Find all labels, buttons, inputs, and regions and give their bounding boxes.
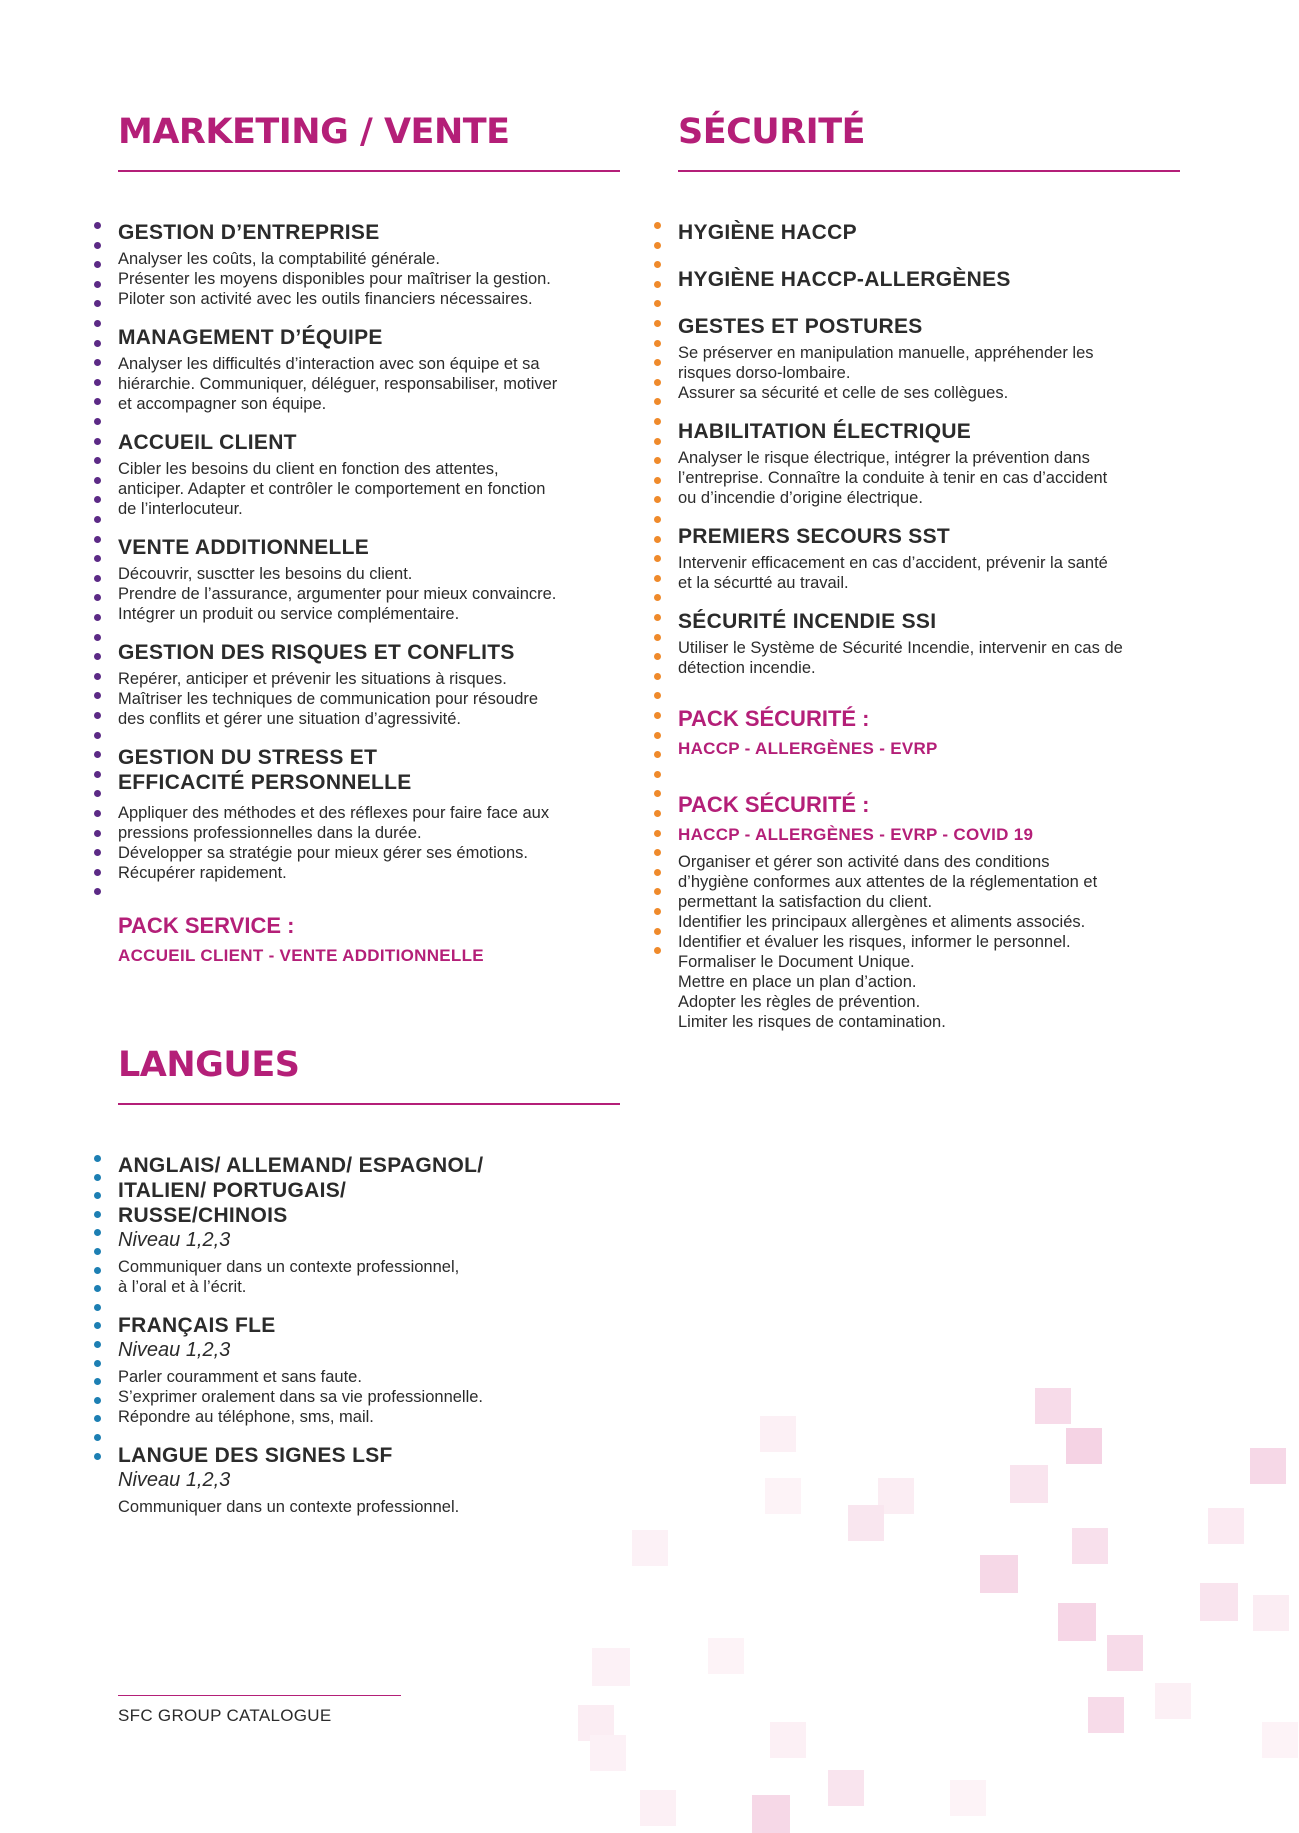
bullet-dot [654,928,661,935]
body-line: et la sécurtté au travail. [678,574,849,592]
decorative-square [950,1780,986,1816]
item-body [678,553,1180,593]
decorative-square [592,1648,630,1686]
securite-title: SÉCURITÉ [678,112,865,152]
bullet-dot [94,771,101,778]
body-line: Appliquer des méthodes et des réflexes pour faire face aux [118,804,550,822]
bullet-dot [94,653,101,660]
item-title [118,1153,620,1228]
body-line: Adopter les règles de prévention. [678,993,921,1011]
list-item [678,419,1180,508]
bullet-dot [94,1285,101,1292]
decorative-square [1208,1508,1244,1544]
item-title: GESTION DES RISQUES ET CONFLITS [118,641,515,664]
langues-section [118,1045,620,1533]
bullet-dot [94,888,101,895]
list-item [118,430,620,519]
bullet-dot [654,908,661,915]
decorative-square [708,1638,744,1674]
decorative-square [1200,1583,1238,1621]
bullet-dot [94,810,101,817]
bullet-dot [654,712,661,719]
list-item [118,1443,620,1517]
decorative-square [590,1735,626,1771]
bullet-dot [94,1453,101,1460]
marketing-rule [118,170,620,172]
bullet-dot [94,1378,101,1385]
bullet-dot [94,320,101,327]
bullet-dot [654,359,661,366]
item-title: GESTION D’ENTREPRISE [118,221,380,244]
bullet-dot [94,634,101,641]
bullet-dot [654,242,661,249]
decorative-square [1072,1528,1108,1564]
pack-title: PACK SERVICE : [118,913,295,938]
list-item [118,220,620,309]
body-line: Prendre de l’assurance, argumenter pour mieux convaincre. [118,585,557,603]
item-title: HYGIÈNE HACCP [678,221,857,244]
bullet-dot [94,536,101,543]
decorative-square [765,1478,801,1514]
securite-rule [678,170,1180,172]
item-title [118,745,620,795]
body-line: Communiquer dans un contexte professionnel, [118,1258,460,1276]
decorative-square [1262,1722,1298,1758]
body-line: risques dorso-lombaire. [678,364,851,382]
decorative-square [828,1770,864,1806]
body-line: Se préserver en manipulation manuelle, appréhender les [678,344,1094,362]
bullet-dot [654,340,661,347]
bullet-dot [94,340,101,347]
list-item [118,640,620,729]
bullet-dot [94,849,101,856]
pack-securite-2 [678,792,1180,1032]
bullet-dot [654,516,661,523]
item-title: VENTE ADDITIONNELLE [118,536,370,559]
bullet-dot [654,418,661,425]
decorative-square [640,1790,676,1826]
footer-text: SFC GROUP CATALOGUE [118,1706,332,1725]
body-line: Organiser et gérer son activité dans des conditions [678,853,1050,871]
list-item [678,220,1180,245]
body-line: d’hygiène conformes aux attentes de la réglementation et [678,873,1098,891]
decorative-square [1088,1697,1124,1733]
bullet-dot [94,712,101,719]
item-body [678,638,1180,678]
bullet-dot [94,300,101,307]
securite-section [678,112,1180,1032]
langues-list [118,1153,620,1517]
decorative-square [1107,1635,1143,1671]
body-line: Communiquer dans un contexte professionnel. [118,1498,460,1516]
decorative-square [760,1416,796,1452]
decorative-square [632,1530,668,1566]
bullet-dot [94,1397,101,1404]
bullet-dot [654,320,661,327]
list-item [678,524,1180,593]
bullet-dot [94,692,101,699]
bullet-dot [94,830,101,837]
securite-list [678,220,1180,1032]
langues-title: LANGUES [118,1045,300,1085]
body-line: Répondre au téléphone, sms, mail. [118,1408,374,1426]
bullet-dot [94,1211,101,1218]
decorative-square [1250,1448,1286,1484]
decorative-square [1155,1683,1191,1719]
item-title: SÉCURITÉ INCENDIE SSI [678,610,937,633]
bullet-dot [94,398,101,405]
item-level: Niveau 1,2,3 [118,1229,231,1251]
bullet-dot [654,947,661,954]
body-line: Repérer, anticiper et prévenir les situations à risques. [118,670,507,688]
bullet-dot [94,477,101,484]
bullet-dot [94,614,101,621]
body-line: Limiter les risques de contamination. [678,1013,946,1031]
bullet-dot [654,751,661,758]
list-item [118,1313,620,1427]
item-body [118,803,620,883]
bullet-dot [654,614,661,621]
pack-title: PACK SÉCURITÉ : [678,792,870,817]
item-body [678,448,1180,508]
item-title: LANGUE DES SIGNES LSF [118,1444,393,1467]
title-line: ITALIEN/ PORTUGAIS/ [118,1179,347,1202]
bullet-dot [94,1155,101,1162]
item-body [118,249,620,309]
decorative-square [1253,1595,1289,1631]
bullet-dot [654,692,661,699]
pack-subtitle: ACCUEIL CLIENT - VENTE ADDITIONNELLE [118,946,484,965]
body-line: Mettre en place un plan d’action. [678,973,917,991]
decorative-square [980,1555,1018,1593]
pack-title: PACK SÉCURITÉ : [678,706,870,731]
decorative-square [848,1505,884,1541]
bullet-dot [654,477,661,484]
bullet-dot [654,261,661,268]
bullet-dot [654,790,661,797]
pack-service [118,913,620,967]
bullet-dot [654,222,661,229]
footer-rule [118,1695,401,1696]
bullet-dot [654,457,661,464]
list-item [118,535,620,624]
list-item [118,325,620,414]
body-line: pressions professionnelles dans la durée. [118,824,422,842]
bullet-dot [94,1267,101,1274]
bullet-dot [654,300,661,307]
body-line: Développer sa stratégie pour mieux gérer ses émotions. [118,844,528,862]
bullet-dot [94,1434,101,1441]
item-title: HYGIÈNE HACCP-ALLERGÈNES [678,268,1011,291]
bullet-dot [94,1192,101,1199]
bullet-dot [94,222,101,229]
bullet-dot [94,790,101,797]
bullet-dot [654,398,661,405]
bullet-dot [94,457,101,464]
body-line: anticiper. Adapter et contrôler le comportement en fonction [118,480,546,498]
langues-rule [118,1103,620,1105]
bullet-dot [654,653,661,660]
bullet-dot [654,673,661,680]
bullet-dot [94,1415,101,1422]
body-line: Piloter son activité avec les outils financiers nécessaires. [118,290,533,308]
body-line: Parler couramment et sans faute. [118,1368,362,1386]
bullet-dot [94,1174,101,1181]
bullet-dot [654,438,661,445]
body-line: ou d’incendie d’origine électrique. [678,489,923,507]
item-body [678,852,1180,1032]
decorative-square [770,1722,806,1758]
body-line: Identifier et évaluer les risques, informer le personnel. [678,933,1071,951]
pack-subtitle: HACCP - ALLERGÈNES - EVRP - COVID 19 [678,825,1034,844]
item-title: PREMIERS SECOURS SST [678,525,951,548]
bullet-dot [94,1229,101,1236]
list-item [678,267,1180,292]
bullet-dot [654,732,661,739]
bullet-dot [94,261,101,268]
bullet-dot [654,771,661,778]
body-line: Intégrer un produit ou service complémentaire. [118,605,460,623]
bullet-dot [654,810,661,817]
body-line: détection incendie. [678,659,816,677]
item-title: HABILITATION ÉLECTRIQUE [678,420,972,443]
body-line: Présenter les moyens disponibles pour maîtriser la gestion. [118,270,551,288]
bullet-dot [654,830,661,837]
list-item [118,1153,620,1297]
item-title: ACCUEIL CLIENT [118,431,297,454]
body-line: Utiliser le Système de Sécurité Incendie, intervenir en cas de [678,639,1123,657]
title-line: RUSSE/CHINOIS [118,1204,288,1227]
body-line: S’exprimer oralement dans sa vie professionnelle. [118,1388,484,1406]
bullet-dot [94,281,101,288]
bullet-dot [94,438,101,445]
bullet-dot [94,418,101,425]
body-line: Formaliser le Document Unique. [678,953,915,971]
bullet-dot [94,575,101,582]
bullet-dot [94,555,101,562]
decorative-square [1035,1388,1071,1424]
body-line: Maîtriser les techniques de communication pour résoudre [118,690,539,708]
bullet-dot [654,888,661,895]
decorative-square [1010,1465,1048,1503]
item-title: MANAGEMENT D’ÉQUIPE [118,326,383,349]
body-line: Analyser le risque électrique, intégrer la prévention dans [678,449,1090,467]
body-line: Analyser les coûts, la comptabilité générale. [118,250,440,268]
item-body [118,459,620,519]
bullet-dot [94,496,101,503]
marketing-title: MARKETING / VENTE [118,112,510,152]
bullet-dot [94,751,101,758]
marketing-list [118,220,620,967]
body-line: Analyser les difficultés d’interaction avec son équipe et sa [118,355,540,373]
list-item [118,745,620,883]
bullet-dot [94,1248,101,1255]
decorative-square [1058,1603,1096,1641]
item-level: Niveau 1,2,3 [118,1339,231,1361]
item-body [678,343,1180,403]
bullet-dot [654,379,661,386]
list-item [678,609,1180,678]
title-line: EFFICACITÉ PERSONNELLE [118,771,412,794]
bullet-dot [654,496,661,503]
marketing-section [118,112,620,967]
bullet-dot [94,1360,101,1367]
body-line: hiérarchie. Communiquer, déléguer, responsabiliser, motiver [118,375,558,393]
body-line: et accompagner son équipe. [118,395,327,413]
list-item [678,314,1180,403]
body-line: de l’interlocuteur. [118,500,243,518]
item-body [118,1367,620,1427]
item-body [118,354,620,414]
item-body [118,1257,620,1297]
bullet-dot [654,594,661,601]
bullet-dot [654,536,661,543]
bullet-dot [94,1341,101,1348]
bullet-dot [654,555,661,562]
decorative-square [1066,1428,1102,1464]
bullet-dot [94,673,101,680]
bullet-dot [654,634,661,641]
item-body [118,564,620,624]
bullet-dot [94,1304,101,1311]
title-line: ANGLAIS/ ALLEMAND/ ESPAGNOL/ [118,1154,484,1177]
item-level: Niveau 1,2,3 [118,1469,231,1491]
bullet-dot [94,242,101,249]
pack-securite-1 [678,706,1180,760]
body-line: Cibler les besoins du client en fonction des attentes, [118,460,499,478]
bullet-dot [654,281,661,288]
bullet-dot [654,869,661,876]
body-line: des conflits et gérer une situation d’agressivité. [118,710,462,728]
bullet-dot [654,575,661,582]
item-body [118,669,620,729]
bullet-dot [94,516,101,523]
bullet-dot [94,379,101,386]
body-line: Intervenir efficacement en cas d’accident, prévenir la santé [678,554,1108,572]
body-line: Identifier les principaux allergènes et aliments associés. [678,913,1086,931]
footer [118,1695,401,1726]
bullet-dot [94,732,101,739]
bullet-dot [94,359,101,366]
bullet-dot [94,594,101,601]
decorative-square [752,1795,790,1833]
body-line: à l’oral et à l’écrit. [118,1278,247,1296]
title-line: GESTION DU STRESS ET [118,746,378,769]
body-line: Récupérer rapidement. [118,864,287,882]
bullet-dot [94,869,101,876]
body-line: l’entreprise. Connaître la conduite à tenir en cas d’accident [678,469,1108,487]
bullet-dot [654,849,661,856]
body-line: Assurer sa sécurité et celle de ses collègues. [678,384,1009,402]
item-body [118,1497,620,1517]
item-title: GESTES ET POSTURES [678,315,923,338]
bullet-dot [94,1322,101,1329]
pack-subtitle: HACCP - ALLERGÈNES - EVRP [678,739,938,758]
body-line: Découvrir, susctter les besoins du client. [118,565,413,583]
item-title: FRANÇAIS FLE [118,1314,276,1337]
body-line: permettant la satisfaction du client. [678,893,933,911]
